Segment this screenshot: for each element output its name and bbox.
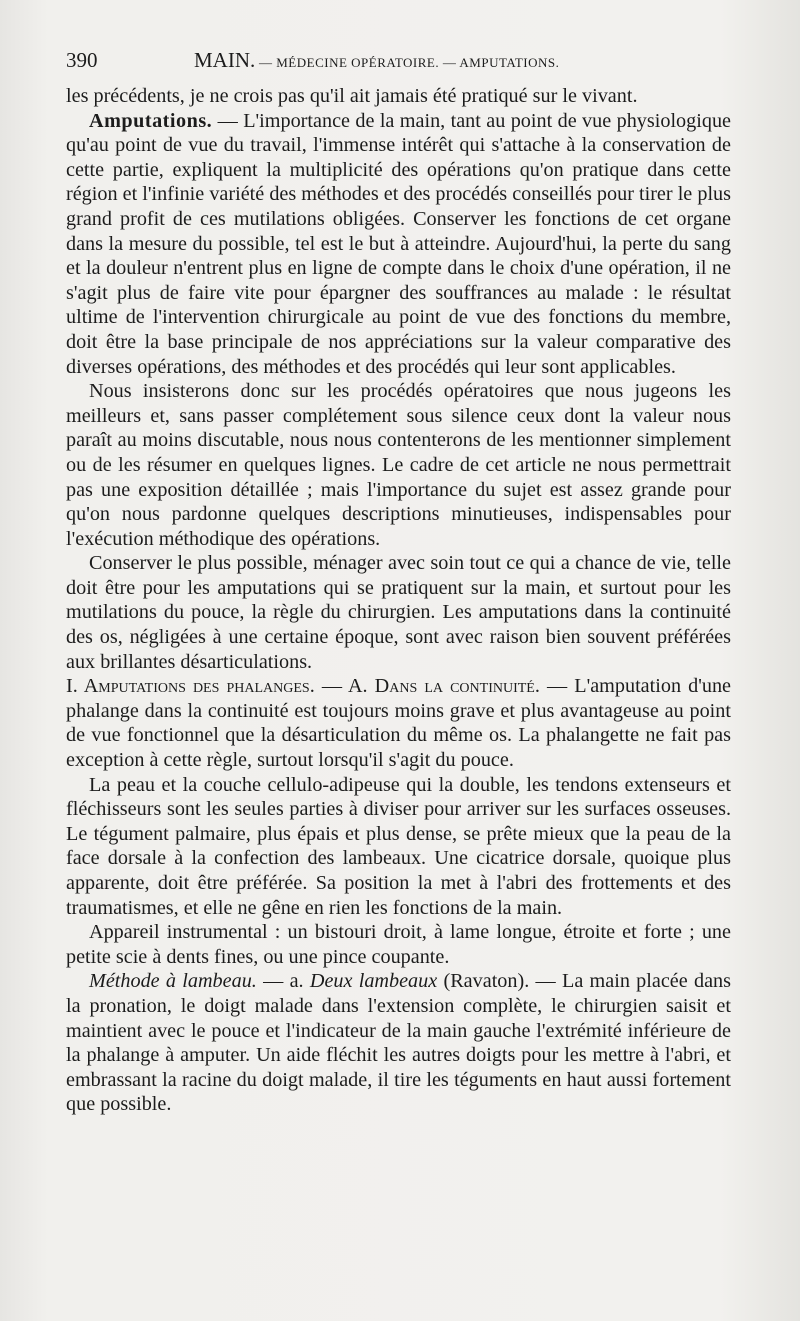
paragraph-text: — L'amputation d'une phalange dans la continuité est toujours moins grave et plus avantageuse au point de vue fonctionnel que la désarticulation du même os. La phalangette ne fait pas exception à cette règle, surtout lorsqu'il s'agit du pouce.: [66, 675, 731, 772]
page-number: 390: [66, 48, 98, 72]
paragraph-methode: [66, 969, 731, 1117]
paragraph-4: Conserver le plus possible, ménager avec soin tout ce qui a chance de vie, telle doit être pour les amputations qui se pratiquent sur la main, et surtout pour les mutilations du pouce, la règle du chirurgien. Les amputations dans la continuité des os, négligées à une certaine époque, sont avec raison bien souvent préférées aux brillantes désarticulations.: [66, 552, 731, 673]
paragraph-6: La peau et la couche cellulo-adipeuse qui la double, les tendons extenseurs et fléchisseurs sont les seules parties à diviser pour arriver sur les surfaces osseuses. Le tégument palmaire, plus épais et plus dense, se prête mieux que la peau de la face dorsale à la confection des lambeaux. Une cicatrice dorsale, quoique plus apparente, doit être préférée. Sa position la met à l'abri des frottements et des traumatismes, et elle ne gêne en rien les fonctions de la main.: [66, 773, 731, 919]
subsection-heading-continuite: — A. Dans la continuité.: [314, 675, 540, 698]
paragraph-text: — L'importance de la main, tant au point de vue physiologique qu'au point de vue du travail, l'immense intérêt qui s'attache à la conservation de cette partie, expliquent la multiplicité des opérations qu'on pratique dans cette région et l'infinie variété des méthodes et des procédés conseillés pour tirer le plus grand profit de ces mutilations obligées. Conserver les fonctions de cet organe dans la mesure du possible, tel est le but à atteindre. Aujourd'hui, la perte du sang et la douleur n'entrent plus en ligne de compte dans le choix d'une opération, il ne s'agit plus de faire vite pour épargner des souffrances au malade : le résultat ultime de l'intervention chirurgicale au point de vue des fonctions du membre, doit être la base principale de nos appréciations sur la valeur comparative des diverses opérations, des méthodes et des procédés qui leur sont applicables.: [66, 109, 731, 378]
heading-methode-lambeau: Méthode à lambeau.: [89, 970, 257, 993]
paragraph-text: (Ravaton). — La main placée dans la pronation, le doigt malade dans l'extension complète, le chirurgien saisit et maintient avec le pouce et l'indicateur de la main gauche l'extrémité inférieure de la phalange à amputer. Un aide fléchit les autres doigts pour les mettre à l'abri, et embrassant la racine du doigt malade, il tire les téguments en haut aussi fortement que possible.: [66, 970, 732, 1116]
running-head: [194, 48, 559, 73]
running-head-main: MAIN.: [194, 48, 256, 72]
body-text: [66, 84, 731, 1117]
paragraph-7: Appareil instrumental : un bistouri droit, à lame longue, étroite et forte ; une petite scie à dents fines, ou une pince coupante.: [66, 921, 731, 968]
section-heading-amputations: Amputations.: [89, 109, 213, 132]
paragraph-amputations: [66, 109, 731, 380]
paragraph-phalanges: [66, 674, 731, 772]
section-heading-phalanges: I. Amputations des phalanges.: [66, 675, 315, 698]
paragraph-text: — a.: [256, 970, 310, 993]
paragraph-1: les précédents, je ne crois pas qu'il ait jamais été pratiqué sur le vivant.: [66, 85, 638, 107]
heading-deux-lambeaux: Deux lambeaux: [309, 970, 438, 993]
page-header: [66, 44, 731, 80]
paragraph-3: Nous insisterons donc sur les procédés opératoires que nous jugeons les meilleurs et, sans passer complétement sous silence ceux dont la valeur nous paraît au moins discutable, nous nous contenterons de les mentionner simplement ou de les résumer en quelques lignes. Le cadre de cet article ne nous permettrait pas une exposition détaillée ; mais l'importance du sujet est assez grande pour qu'on nous pardonne quelques descriptions minutieuses, indispensables pour l'exécution méthodique des opérations.: [66, 380, 731, 550]
running-head-section: — MÉDECINE OPÉRATOIRE. — AMPUTATIONS.: [255, 55, 560, 70]
